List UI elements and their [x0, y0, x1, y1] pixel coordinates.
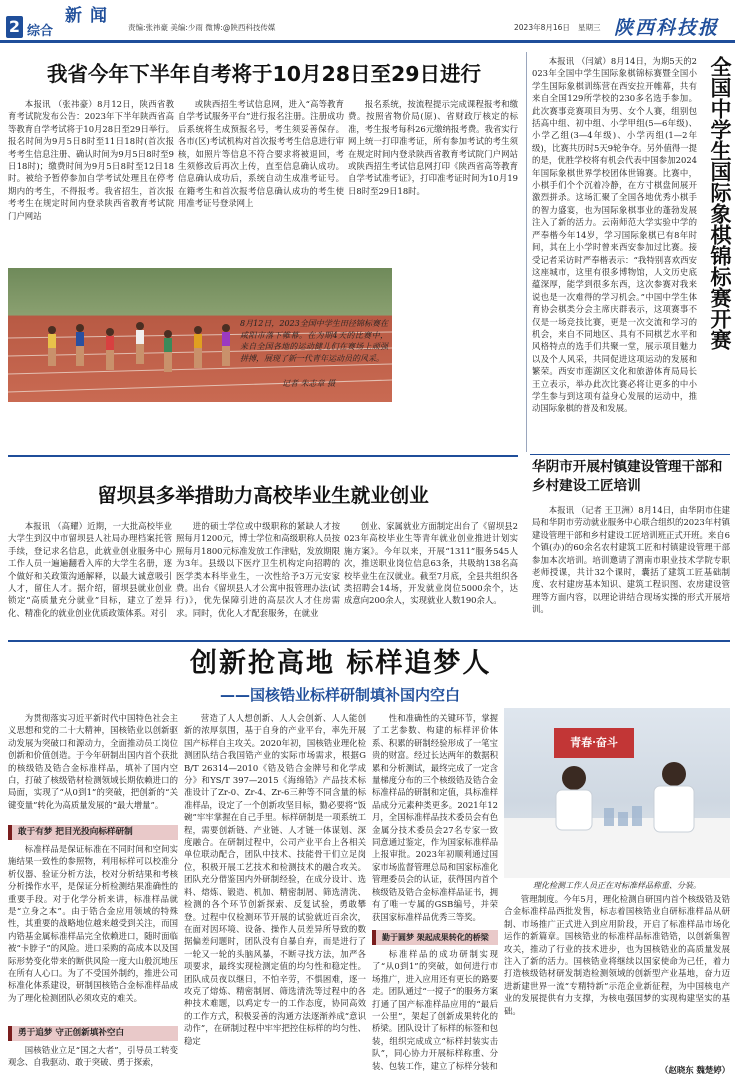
masthead [0, 0, 735, 50]
zirc-col3-end: 标准样品的成功研制实现了“从0到1”的突破，如何进行市场推广，进入应用还有更长的路要走。团队通过“一搅子”的服务方案打通了国产标准样品应用的“最后一公里”，架起了创新成果转化的桥梁。团队设计了标样的标签和包装，组织完成成立“标样封装实击队”，同心协力开展标样称重、分装、包装工作，建立了标样分装和 [372, 949, 498, 1071]
article-liuba-col1: 本报讯 （高耀）近期，一大批高校毕业大学生到汉中市留坝县人社局办理档案托管手续，登记求名信息，此就业创业服务中心工作人员一遍遍翻看入库的大学生名册，逐个做好和关政策沟通解释，以最大诚意吸引人才，留住人才。据介绍，留坝县就业创业锁定“高质量充分就业”目标，建立了差异化、精准化的就业创业优质政策体系。对引 [8, 521, 172, 618]
zirc-col1-intro: 为贯彻落实习近平新时代中国特色社会主义思想和党的二十大精神，国核锆业以创新驱动发展为突破口和源动力，全面推动员工岗位创新和价值创造。于今年研制出国内首个获批的核级锆及锆合金标准样品，填补了国内空白，打破了核级锆材检测领域长期依赖进口的局面，实现了“从0到1”的突破，把创新的“关键变量”转化为高质量发展的“最大增量”。 [8, 713, 178, 810]
article-exam-col1: 本报讯 （张祎豪）8月12日，陕西省教育考试院发布公告：2023年下半年陕西省高等教育自学考试将于10月28日至29日举行。报名时间为9月5日8时至11日18时(首次报考考生信息注册、确认时间为9月5日8时至9日18时)；缴费时间为9月5日8时至12日18时。被给予暂停参加自学考试处理且在停考期内的考生，不得报考。我省招生，首次报考考生在规定时间内登录陕西省教育考试院门户网站 [8, 99, 174, 221]
article-liuba-col2: 进的硕士学位或中级职称的紧缺人才按照每月1200元，博士学位和高级职称人员按照每月1800元标准发放工作津贴，发放期限为3年。县级以下医疗卫生机构定向招聘的医学类本科毕业生，一次性给予3万元安家费。出台《留坝县人才公寓申报管理办法(试行)》，优先保障引进的高层次人才住房需求。同时，优化人才配套服务，在就业 [176, 521, 340, 618]
article-huayin-body: 本报讯 （记者 王卫洲）8月14日，由华阴市住建局和华阴市劳动就业服务中心联合组织的2023年村镇建设管理干部和乡村建设工匠培训班正式开班。来自6个镇(办)的60余名农村建筑工匠和村镇建设管理干部参加本次培训。培训邀请了渭南市职业技术学院专职老师授课，共计32个课时，囊括了建筑工匠基础制度、农村建房基本知识、建筑工程识图、农房建设管理等方面内容，以理论讲结合现场实操的形式开展培训。 [532, 505, 730, 615]
paper-name-logo: 陕西科技报 [614, 17, 720, 39]
editor-line: 责编:张祎豪 美编:少雨 微博:@陕西科技传媒 [128, 23, 276, 32]
article-chess-headline: 全国中学生国际象棋锦标赛开赛 [708, 56, 732, 350]
article-chess-body: 本报讯 （闫斌）8月14日，为期5天的2023年全国中学生国际象棋锦标赛暨全国小学生国际象棋训练营在西安拉开帷幕，共有来自全国129所学校的230多名选手参加。此次赛事竞赛项目为男、女个人赛，组别包括高中组、初中组、小学甲组(5—6年级)、小学乙组(3—4年级)、小学丙组(1—2年级)，比赛共历时5天9轮争夺。另外值得一提的是，优胜学校将有机会代表中国参加2024年国际象棋世界学校团体世锦赛。比赛中，小棋手们个个沉着冷静，在方寸棋盘间展开激烈拼杀。这场汇聚了全国各地优秀小棋手的智力盛宴，也为国际象棋事业的蓬勃发展注入了新的活力。云南师范大学实验中学的严奉楷今年14岁，学习国际象棋已有8年时间，其在上小学时曾来西安参加过比赛。接受记者采访时严奉楷表示：“我特别喜欢西安这座城市，这里有很多博物馆，人文历史底蕴深厚，能学到很多东西，这次参赛对我来说也是一次难得的学习机会。”中国中学生体育协会棋类分会主席庆群表示，这项赛事不仅是一场竞技比赛，更是一次交流和学习的机会，来自不同地区、具有不同棋艺水平和风格特点的选手们共聚一堂，展示项目魅力以及个人风采，共同促进这项运动的发展和繁荣。西安市莲湖区文化和旅游体育局局长王立表示，举办此次比赛必将让更多的中小学生参与到这项有益身心发展的运动中，推动国际象棋的普及和发展。 [532, 56, 697, 414]
photo1-caption: 8月12日，2023全国中学生田径锦标赛在咸阳市落下帷幕。在为期4天的比赛中，来自全国各地的运动健儿们在赛场上顽强拼搏，展现了新一代青年运动员的风采。 [240, 319, 388, 363]
right-column-divider [526, 52, 527, 452]
article-zirc-subheadline: ——国核锆业标样研制填补国内空白 [220, 686, 461, 704]
article-huayin-headline: 华阴市开展村镇建设管理干部和乡村建设工匠培训 [532, 459, 723, 494]
article-zirc-headline: 创新抢高地 标样追梦人 [190, 648, 492, 679]
section-label: 综合 [27, 24, 54, 39]
zirc-author: （赵晓东 魏楚婷） [660, 1065, 730, 1075]
section-big-label: 新闻 [65, 6, 115, 26]
zirc-col3: 性和准确性的关键环节，掌握了工艺参数、构建的标样评价体系、积累的研制经验形成了一笔宝贵的财富。经过长达两年的数据积累和分析测试，最终完成了一定含量梯度分布的三个核级锆及锆合金标准样品的研制和定值，具标准样品成分元素种类更多。2021年12月，全国标准样品技术委员会有色金属分技术委员会27名专家一致同意通过鉴定，作为国家标准样品上报审批。2023年初顺利通过国家市场监督管理总局和国家标准化管理委员会的认证，获得国内首个核级锆及锆合金标准样品证书，拥有了唯一专属的GSB编号，并荣获国家标准样品优秀三等奖。 [372, 713, 498, 922]
article-exam-headline: 我省今年下半年自考将于10月28日至29日进行 [46, 62, 482, 86]
zirc-col2: 营造了人人想创新、人人会创新、人人能创新的浓厚氛围，基于自身的产业平台，率先开展国产标样自主攻关。2020年初，国核锆业理化检测团队结合我国锆产业的实际市场需求，根据GB/T 26314—2010《锆及锆合金牌号和化学成分》和YS/T 397—2015《海绵锆》产品技术标准设计了Zr-0、Zr-4、Zr-6三种等不同含量的标准样品，设定了一个创新攻坚目标，勠必要将“饭碗”牢牢掌握在自己手里。标样研制是一项系统工程，需要创新链、产业链、人才链一体谋划、深度融合。在研制过程中，公司产业平台上各相关单位联动配合，团队中技术、技能骨干们立足岗位，积极开展工艺技术和检测技术的融合攻关。团队充分借鉴国内外研制经验，在成分设计、选料、熔炼、锻造、机加、精密制屑、筛选清洗、检测的各个环节创新探索、反复试验，勇敢攀登。过程中仅检测环节开展的试验就近百余次，在面对因环境、设备、操作人员差异所导致的数据偏差问题时，团队没有自暴自弃，而是进行了一轮又一轮的头脑风暴，不断寻找方法，加严各项要求，最终实现检测定值的均匀性和稳定性。团队成员夜以继日，不怕辛劳，不惧困难，逐一攻克了熔炼、精密制屑、筛选清洗等过程中的各种技术难题，以鸡定专一的工作态度，协同高效的工作方式，积极妥善的沟通方法逐渐养成“意识动作”，在研制过程中牢牢把控住标样的均匀性、稳定 [184, 713, 366, 1046]
zirc-col4: 管理制度。今年5月，理化检测自研国内首个核级锆及锆合金标准样品西批发售，标志着国核锆业自研标准样品从研制、市场推广正式进入到应用阶段，开启了标准样品市场化运作的新篇章。国核锆业的标准样品标准锆锆，以创新集智攻关，推动了行业的技术进步，也为国核锆业的高质量发展注入了新的活力。国核锆业将继续以国家使命为己任，着力打造核级锆材研发制造检测领域的创新型产业基地，奋力迈进新建世界一流“专精特新”示范企业新征程，为中国核电产业的发展提供有力支撑，为核电强国梦的实现构建坚实的基础。 [504, 894, 730, 1016]
masthead-rule [0, 40, 735, 43]
zirc-subheading-3: 勤于圆梦 架起成果转化的桥梁 [372, 930, 498, 945]
issue-weekday: 星期三 [578, 23, 601, 32]
zirc-col1-end: 国核锆业立足“国之大者”，引导员工转变观念、自我驱动、敢于突破、勇于探索， [8, 1045, 178, 1068]
runner-figures [48, 322, 230, 372]
lab-scene [504, 708, 730, 878]
zirc-subheading-2: 勇于追梦 守正创新填补空白 [8, 1026, 178, 1041]
photo2-caption: 理化检测工作人员正在对标准样品称重、分装。 [533, 881, 701, 890]
article-exam-col2: 或陕西招生考试信息网，进入“高等教育自学考试服务平台”进行报名注册。注册成功后系统将生成预报名号，考生须妥善保存。各市(区)考试机构对首次报考考生信息进行审核，如照片等信息不符合要求将被退回，考生须修改后再次上传，直至信息确认成功。信息确认成功后，系统自动生成准考证号。在籍考生和首次报考信息确认成功的考生使用准考证号登录网上 [178, 99, 344, 209]
issue-date: 2023年8月16日 [514, 23, 570, 32]
article-liuba-col3: 创业、家属就业方面制定出台了《留坝县2023年高校毕业生等青年就业创业推进计划实施方案》。今年以来，开展“1311”服务545人次，推送职业岗位信息63条，共吸纳138名高校毕业生在汉就业。截至7月底，全县共组织各类招聘会14场，开发就业岗位5000余个，达成意向200余人，实现就业人数190余人。 [344, 521, 518, 606]
liuba-top-rule [8, 455, 518, 457]
page-number-badge: 2 [6, 16, 23, 38]
zirc-col1-mid: 标准样品是保证标准在不同时间和空间实施结果一致性的参照物，利用标样可以校准分析仪器、验证分析方法，校对分析结果和考核分析操作水平，是保证分析检测结果准确性的重要手段。对于化学分析来讲，标准样品就是“立身之本”。由于锆合金应用领域的特殊性，其重要的战略地位越来越受到关注，而国内锆基金属标准样品完全依赖进口，随时面临被“卡脖子”的风险。进口采购的高成本以及国际形势变化带来的断供风险一度大山般沉地压在所有人心口。为了不受国外制约，推进公司标准化体系建设，研制国核锆合金标准样品成为了理化检测团队必须攻克的难关。 [8, 844, 178, 1003]
zirc-subheading-1: 敢于有梦 把目光投向标样研制 [8, 825, 178, 840]
article-exam-col3: 报名系统，按流程提示完成课程报考和缴费。按照省物价局(原)、省财政厅核定的标准，考生报考每科26元缴纳报考费。我省实行网上统一打印准考证，所有参加考试的考生须在规定时间内登录陕西省教育考试院门户网站或陕西招生考试信息网打印《陕西省高等教育自学考试准考证》，打印准考证时间为10月19日8时至29日18时。 [348, 99, 518, 196]
zirc-top-rule [8, 640, 730, 642]
huayin-top-rule [530, 454, 730, 455]
photo1-credit: 记者 朱志章 摄 [282, 379, 336, 388]
lab-banner: 青春·奋斗 [554, 728, 634, 758]
article-liuba-headline: 留坝县多举措助力高校毕业生就业创业 [97, 484, 429, 507]
lab-staff-photo [504, 708, 730, 878]
